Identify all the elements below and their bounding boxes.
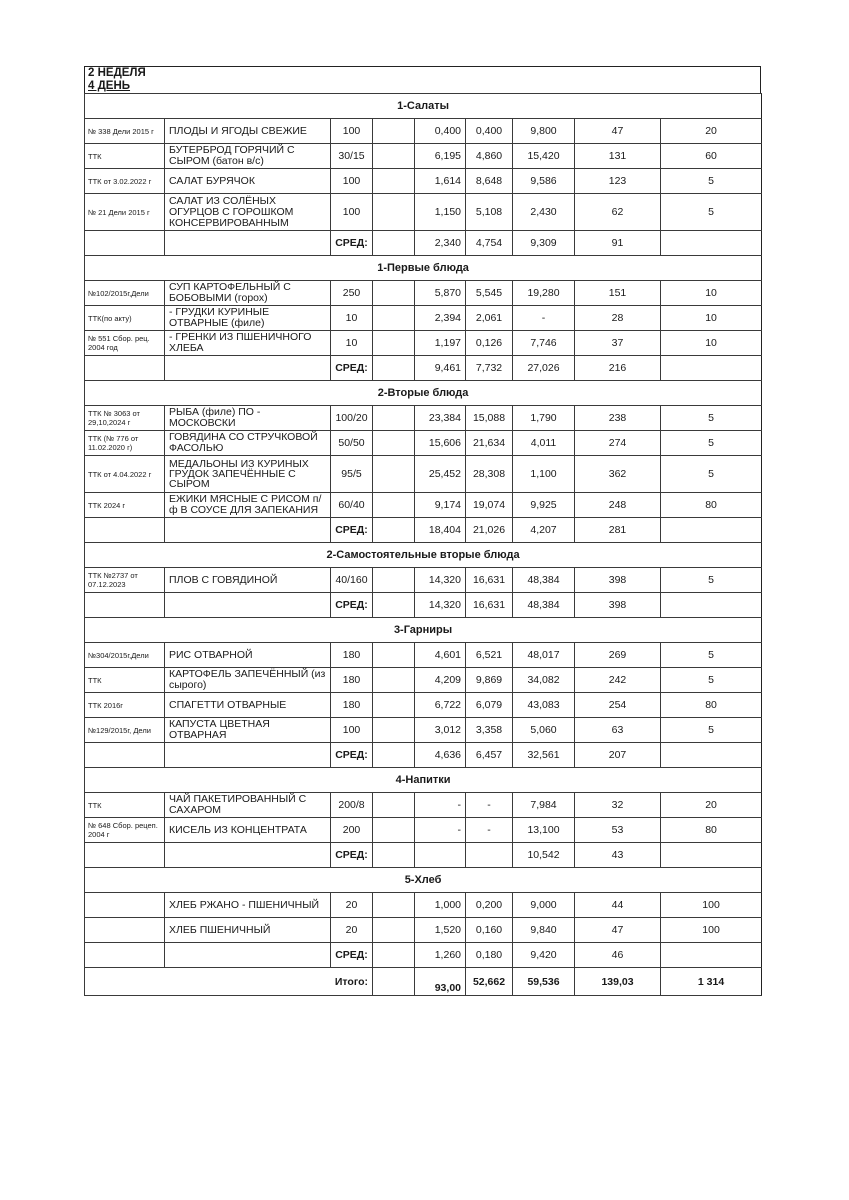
- price: 10: [661, 306, 762, 331]
- average-label: СРЕД:: [331, 843, 373, 868]
- empty-cell: [661, 843, 762, 868]
- avg-carbs: 27,026: [513, 356, 575, 381]
- protein: 1,197: [415, 331, 466, 356]
- dish-name: ПЛОВ С ГОВЯДИНОЙ: [165, 568, 331, 593]
- kcal: 123: [575, 169, 661, 194]
- carbs: 7,746: [513, 331, 575, 356]
- recipe-code: № 648 Сбор. рецеп. 2004 г: [85, 818, 165, 843]
- empty-cell: [373, 593, 415, 618]
- average-row: [85, 943, 762, 968]
- fat: 9,869: [466, 668, 513, 693]
- empty-cell: [165, 593, 331, 618]
- protein: -: [415, 818, 466, 843]
- avg-protein: [415, 843, 466, 868]
- table-row: [85, 693, 762, 718]
- fat: 0,200: [466, 893, 513, 918]
- avg-kcal: 398: [575, 593, 661, 618]
- empty-cell: [373, 431, 415, 456]
- recipe-code: ТТК (№ 776 от 11.02.2020 г): [85, 431, 165, 456]
- empty-cell: [165, 356, 331, 381]
- kcal: 28: [575, 306, 661, 331]
- portion: 200/8: [331, 793, 373, 818]
- empty-cell: [373, 843, 415, 868]
- average-row: [85, 231, 762, 256]
- carbs: 9,925: [513, 493, 575, 518]
- protein: 6,195: [415, 144, 466, 169]
- fat: 6,521: [466, 643, 513, 668]
- average-row: [85, 518, 762, 543]
- table-row: [85, 406, 762, 431]
- avg-carbs: 4,207: [513, 518, 575, 543]
- recipe-code: №102/2015г,Дели: [85, 281, 165, 306]
- empty-cell: [85, 231, 165, 256]
- carbs: 13,100: [513, 818, 575, 843]
- avg-kcal: 43: [575, 843, 661, 868]
- price: 5: [661, 194, 762, 231]
- protein: 6,722: [415, 693, 466, 718]
- price: 5: [661, 456, 762, 493]
- fat: 21,634: [466, 431, 513, 456]
- section-title: 4-Напитки: [85, 768, 762, 793]
- day-label: 4 ДЕНЬ: [88, 80, 131, 92]
- protein: 23,384: [415, 406, 466, 431]
- carbs: 7,984: [513, 793, 575, 818]
- kcal: 274: [575, 431, 661, 456]
- protein: 4,209: [415, 668, 466, 693]
- empty-cell: [661, 593, 762, 618]
- avg-fat: 6,457: [466, 743, 513, 768]
- avg-kcal: 46: [575, 943, 661, 968]
- protein: -: [415, 793, 466, 818]
- avg-kcal: 91: [575, 231, 661, 256]
- portion: 95/5: [331, 456, 373, 493]
- fat: 2,061: [466, 306, 513, 331]
- document-header: [84, 66, 761, 93]
- section-title: 5-Хлеб: [85, 868, 762, 893]
- average-label: СРЕД:: [331, 593, 373, 618]
- dish-name: ХЛЕБ РЖАНО - ПШЕНИЧНЫЙ: [165, 893, 331, 918]
- dish-name: РИС ОТВАРНОЙ: [165, 643, 331, 668]
- table-row: [85, 793, 762, 818]
- kcal: 269: [575, 643, 661, 668]
- price: 10: [661, 331, 762, 356]
- table-row: [85, 169, 762, 194]
- avg-carbs: 9,309: [513, 231, 575, 256]
- table-row: [85, 456, 762, 493]
- fat: -: [466, 818, 513, 843]
- total-carbs: 139,03: [575, 968, 661, 996]
- fat: -: [466, 793, 513, 818]
- kcal: 47: [575, 119, 661, 144]
- recipe-code: № 338 Дели 2015 г: [85, 119, 165, 144]
- dish-name: ПЛОДЫ И ЯГОДЫ СВЕЖИЕ: [165, 119, 331, 144]
- carbs: 48,017: [513, 643, 575, 668]
- avg-protein: 9,461: [415, 356, 466, 381]
- total-mass: 93,00: [415, 968, 466, 996]
- section-title: 1-Первые блюда: [85, 256, 762, 281]
- empty-cell: [85, 593, 165, 618]
- avg-protein: 2,340: [415, 231, 466, 256]
- empty-cell: [373, 194, 415, 231]
- empty-cell: [165, 743, 331, 768]
- price: 5: [661, 431, 762, 456]
- avg-fat: [466, 843, 513, 868]
- dish-name: ХЛЕБ ПШЕНИЧНЫЙ: [165, 918, 331, 943]
- table-row: [85, 281, 762, 306]
- empty-cell: [85, 743, 165, 768]
- empty-cell: [373, 518, 415, 543]
- table-row: [85, 643, 762, 668]
- price: 80: [661, 493, 762, 518]
- avg-carbs: 48,384: [513, 593, 575, 618]
- carbs: 2,430: [513, 194, 575, 231]
- price: 5: [661, 718, 762, 743]
- kcal: 62: [575, 194, 661, 231]
- average-row: [85, 593, 762, 618]
- table-row: [85, 119, 762, 144]
- portion: 200: [331, 818, 373, 843]
- empty-cell: [661, 743, 762, 768]
- carbs: 5,060: [513, 718, 575, 743]
- kcal: 242: [575, 668, 661, 693]
- price: 80: [661, 693, 762, 718]
- protein: 1,150: [415, 194, 466, 231]
- kcal: 151: [575, 281, 661, 306]
- average-row: [85, 843, 762, 868]
- recipe-code: ТТК 2024 г: [85, 493, 165, 518]
- avg-protein: 4,636: [415, 743, 466, 768]
- fat: 3,358: [466, 718, 513, 743]
- price: 10: [661, 281, 762, 306]
- empty-cell: [373, 693, 415, 718]
- avg-kcal: 207: [575, 743, 661, 768]
- price: 5: [661, 568, 762, 593]
- portion: 20: [331, 893, 373, 918]
- avg-fat: 16,631: [466, 593, 513, 618]
- fat: 5,545: [466, 281, 513, 306]
- recipe-code: ТТК от 3.02.2022 г: [85, 169, 165, 194]
- empty-cell: [373, 793, 415, 818]
- carbs: 4,011: [513, 431, 575, 456]
- recipe-code: № 551 Сбор. рец. 2004 год: [85, 331, 165, 356]
- section-header: [85, 256, 762, 281]
- table-row: [85, 493, 762, 518]
- kcal: 53: [575, 818, 661, 843]
- portion: 100: [331, 119, 373, 144]
- empty-cell: [373, 231, 415, 256]
- empty-cell: [373, 169, 415, 194]
- empty-cell: [373, 456, 415, 493]
- fat: 8,648: [466, 169, 513, 194]
- dish-name: КАПУСТА ЦВЕТНАЯ ОТВАРНАЯ: [165, 718, 331, 743]
- fat: 16,631: [466, 568, 513, 593]
- avg-fat: 0,180: [466, 943, 513, 968]
- recipe-code: ТТК: [85, 793, 165, 818]
- avg-carbs: 9,420: [513, 943, 575, 968]
- portion: 40/160: [331, 568, 373, 593]
- protein: 25,452: [415, 456, 466, 493]
- dish-name: ГОВЯДИНА СО СТРУЧКОВОЙ ФАСОЛЬЮ: [165, 431, 331, 456]
- empty-cell: [373, 668, 415, 693]
- carbs: 1,790: [513, 406, 575, 431]
- portion: 60/40: [331, 493, 373, 518]
- average-label: СРЕД:: [331, 743, 373, 768]
- avg-fat: 4,754: [466, 231, 513, 256]
- carbs: -: [513, 306, 575, 331]
- table-row: [85, 818, 762, 843]
- total-row: [85, 968, 762, 996]
- dish-name: ЕЖИКИ МЯСНЫЕ С РИСОМ п/ф В СОУСЕ ДЛЯ ЗАПЕКАНИЯ: [165, 493, 331, 518]
- recipe-code: № 21 Дели 2015 г: [85, 194, 165, 231]
- price: 20: [661, 793, 762, 818]
- portion: 100: [331, 718, 373, 743]
- fat: 0,126: [466, 331, 513, 356]
- dish-name: - ГРУДКИ КУРИНЫЕ ОТВАРНЫЕ (филе): [165, 306, 331, 331]
- section-header: [85, 868, 762, 893]
- portion: 100: [331, 169, 373, 194]
- average-label: СРЕД:: [331, 356, 373, 381]
- section-header: [85, 543, 762, 568]
- recipe-code: №304/2015г,Дели: [85, 643, 165, 668]
- fat: 4,860: [466, 144, 513, 169]
- empty-cell: [373, 331, 415, 356]
- empty-cell: [661, 356, 762, 381]
- week-label: 2 НЕДЕЛЯ: [88, 67, 146, 79]
- empty-cell: [661, 943, 762, 968]
- table-row: [85, 306, 762, 331]
- avg-kcal: 216: [575, 356, 661, 381]
- avg-fat: 21,026: [466, 518, 513, 543]
- protein: 4,601: [415, 643, 466, 668]
- fat: 19,074: [466, 493, 513, 518]
- total-kcal: 1 314: [661, 968, 762, 996]
- average-label: СРЕД:: [331, 943, 373, 968]
- avg-carbs: 10,542: [513, 843, 575, 868]
- price: 5: [661, 169, 762, 194]
- kcal: 254: [575, 693, 661, 718]
- carbs: 9,586: [513, 169, 575, 194]
- recipe-code: ТТК(по акту): [85, 306, 165, 331]
- fat: 0,400: [466, 119, 513, 144]
- table-row: [85, 431, 762, 456]
- portion: 180: [331, 643, 373, 668]
- kcal: 238: [575, 406, 661, 431]
- protein: 1,614: [415, 169, 466, 194]
- recipe-code: [85, 893, 165, 918]
- menu-document: [84, 66, 761, 996]
- section-header: [85, 768, 762, 793]
- price: 5: [661, 643, 762, 668]
- empty-cell: [85, 518, 165, 543]
- empty-cell: [373, 918, 415, 943]
- section-header: [85, 381, 762, 406]
- empty-cell: [165, 943, 331, 968]
- dish-name: СПАГЕТТИ ОТВАРНЫЕ: [165, 693, 331, 718]
- empty-cell: [373, 943, 415, 968]
- kcal: 47: [575, 918, 661, 943]
- avg-fat: 7,732: [466, 356, 513, 381]
- dish-name: РЫБА (филе) ПО - МОСКОВСКИ: [165, 406, 331, 431]
- empty-cell: [85, 356, 165, 381]
- kcal: 362: [575, 456, 661, 493]
- section-header: [85, 94, 762, 119]
- empty-cell: [373, 643, 415, 668]
- portion: 10: [331, 306, 373, 331]
- fat: 15,088: [466, 406, 513, 431]
- protein: 5,870: [415, 281, 466, 306]
- empty-cell: [373, 893, 415, 918]
- avg-protein: 14,320: [415, 593, 466, 618]
- portion: 30/15: [331, 144, 373, 169]
- table-row: [85, 718, 762, 743]
- portion: 100: [331, 194, 373, 231]
- kcal: 131: [575, 144, 661, 169]
- dish-name: КАРТОФЕЛЬ ЗАПЕЧЁННЫЙ (из сырого): [165, 668, 331, 693]
- carbs: 34,082: [513, 668, 575, 693]
- table-row: [85, 568, 762, 593]
- portion: 20: [331, 918, 373, 943]
- empty-cell: [373, 743, 415, 768]
- empty-cell: [165, 518, 331, 543]
- protein: 15,606: [415, 431, 466, 456]
- kcal: 248: [575, 493, 661, 518]
- price: 5: [661, 406, 762, 431]
- fat: 5,108: [466, 194, 513, 231]
- empty-cell: [373, 568, 415, 593]
- fat: 6,079: [466, 693, 513, 718]
- recipe-code: ТТК № 3063 от 29,10,2024 г: [85, 406, 165, 431]
- empty-cell: [373, 818, 415, 843]
- price: 100: [661, 893, 762, 918]
- dish-name: СУП КАРТОФЕЛЬНЫЙ С БОБОВЫМИ (горох): [165, 281, 331, 306]
- carbs: 48,384: [513, 568, 575, 593]
- table-row: [85, 893, 762, 918]
- dish-name: САЛАТ ИЗ СОЛЁНЫХ ОГУРЦОВ С ГОРОШКОМ КОНСЕРВИРОВАННЫМ: [165, 194, 331, 231]
- carbs: 43,083: [513, 693, 575, 718]
- protein: 14,320: [415, 568, 466, 593]
- protein: 2,394: [415, 306, 466, 331]
- recipe-code: №129/2015г, Дели: [85, 718, 165, 743]
- empty-cell: [85, 843, 165, 868]
- portion: 100/20: [331, 406, 373, 431]
- dish-name: БУТЕРБРОД ГОРЯЧИЙ С СЫРОМ (батон в/с): [165, 144, 331, 169]
- table-row: [85, 918, 762, 943]
- dish-name: САЛАТ БУРЯЧОК: [165, 169, 331, 194]
- avg-protein: 18,404: [415, 518, 466, 543]
- fat: 0,160: [466, 918, 513, 943]
- recipe-code: ТТК 2016г: [85, 693, 165, 718]
- section-title: 3-Гарниры: [85, 618, 762, 643]
- price: 60: [661, 144, 762, 169]
- carbs: 9,000: [513, 893, 575, 918]
- empty-cell: [165, 843, 331, 868]
- kcal: 398: [575, 568, 661, 593]
- section-title: 2-Самостоятельные вторые блюда: [85, 543, 762, 568]
- table-row: [85, 194, 762, 231]
- empty-cell: [373, 718, 415, 743]
- section-title: 2-Вторые блюда: [85, 381, 762, 406]
- recipe-code: [85, 918, 165, 943]
- total-label: Итого:: [85, 968, 373, 996]
- total-fat: 59,536: [513, 968, 575, 996]
- protein: 1,000: [415, 893, 466, 918]
- portion: 250: [331, 281, 373, 306]
- fat: 28,308: [466, 456, 513, 493]
- empty-cell: [661, 231, 762, 256]
- carbs: 9,800: [513, 119, 575, 144]
- recipe-code: ТТК от 4.04.2022 г: [85, 456, 165, 493]
- protein: 3,012: [415, 718, 466, 743]
- kcal: 37: [575, 331, 661, 356]
- kcal: 63: [575, 718, 661, 743]
- carbs: 1,100: [513, 456, 575, 493]
- avg-kcal: 281: [575, 518, 661, 543]
- protein: 1,520: [415, 918, 466, 943]
- carbs: 15,420: [513, 144, 575, 169]
- kcal: 44: [575, 893, 661, 918]
- dish-name: ЧАЙ ПАКЕТИРОВАННЫЙ С САХАРОМ: [165, 793, 331, 818]
- menu-table: [84, 93, 762, 996]
- carbs: 9,840: [513, 918, 575, 943]
- total-protein: 52,662: [466, 968, 513, 996]
- empty-cell: [373, 281, 415, 306]
- table-row: [85, 331, 762, 356]
- price: 5: [661, 668, 762, 693]
- empty-cell: [373, 406, 415, 431]
- price: 20: [661, 119, 762, 144]
- kcal: 32: [575, 793, 661, 818]
- price: 80: [661, 818, 762, 843]
- section-header: [85, 618, 762, 643]
- portion: 180: [331, 668, 373, 693]
- table-row: [85, 144, 762, 169]
- portion: 50/50: [331, 431, 373, 456]
- carbs: 19,280: [513, 281, 575, 306]
- price: 100: [661, 918, 762, 943]
- dish-name: КИСЕЛЬ ИЗ КОНЦЕНТРАТА: [165, 818, 331, 843]
- recipe-code: ТТК №2737 от 07.12.2023: [85, 568, 165, 593]
- protein: 9,174: [415, 493, 466, 518]
- empty-cell: [85, 943, 165, 968]
- avg-carbs: 32,561: [513, 743, 575, 768]
- empty-cell: [373, 493, 415, 518]
- empty-cell: [373, 119, 415, 144]
- protein: 0,400: [415, 119, 466, 144]
- portion: 180: [331, 693, 373, 718]
- dish-name: - ГРЕНКИ ИЗ ПШЕНИЧНОГО ХЛЕБА: [165, 331, 331, 356]
- portion: 10: [331, 331, 373, 356]
- average-row: [85, 743, 762, 768]
- average-row: [85, 356, 762, 381]
- empty-cell: [661, 518, 762, 543]
- avg-protein: 1,260: [415, 943, 466, 968]
- table-row: [85, 668, 762, 693]
- recipe-code: ТТК: [85, 668, 165, 693]
- average-label: СРЕД:: [331, 518, 373, 543]
- dish-name: МЕДАЛЬОНЫ ИЗ КУРИНЫХ ГРУДОК ЗАПЕЧЁННЫЕ С СЫРОМ: [165, 456, 331, 493]
- empty-cell: [373, 356, 415, 381]
- empty-cell: [373, 968, 415, 996]
- average-label: СРЕД:: [331, 231, 373, 256]
- empty-cell: [373, 144, 415, 169]
- section-title: 1-Салаты: [85, 94, 762, 119]
- recipe-code: ТТК: [85, 144, 165, 169]
- empty-cell: [165, 231, 331, 256]
- empty-cell: [373, 306, 415, 331]
